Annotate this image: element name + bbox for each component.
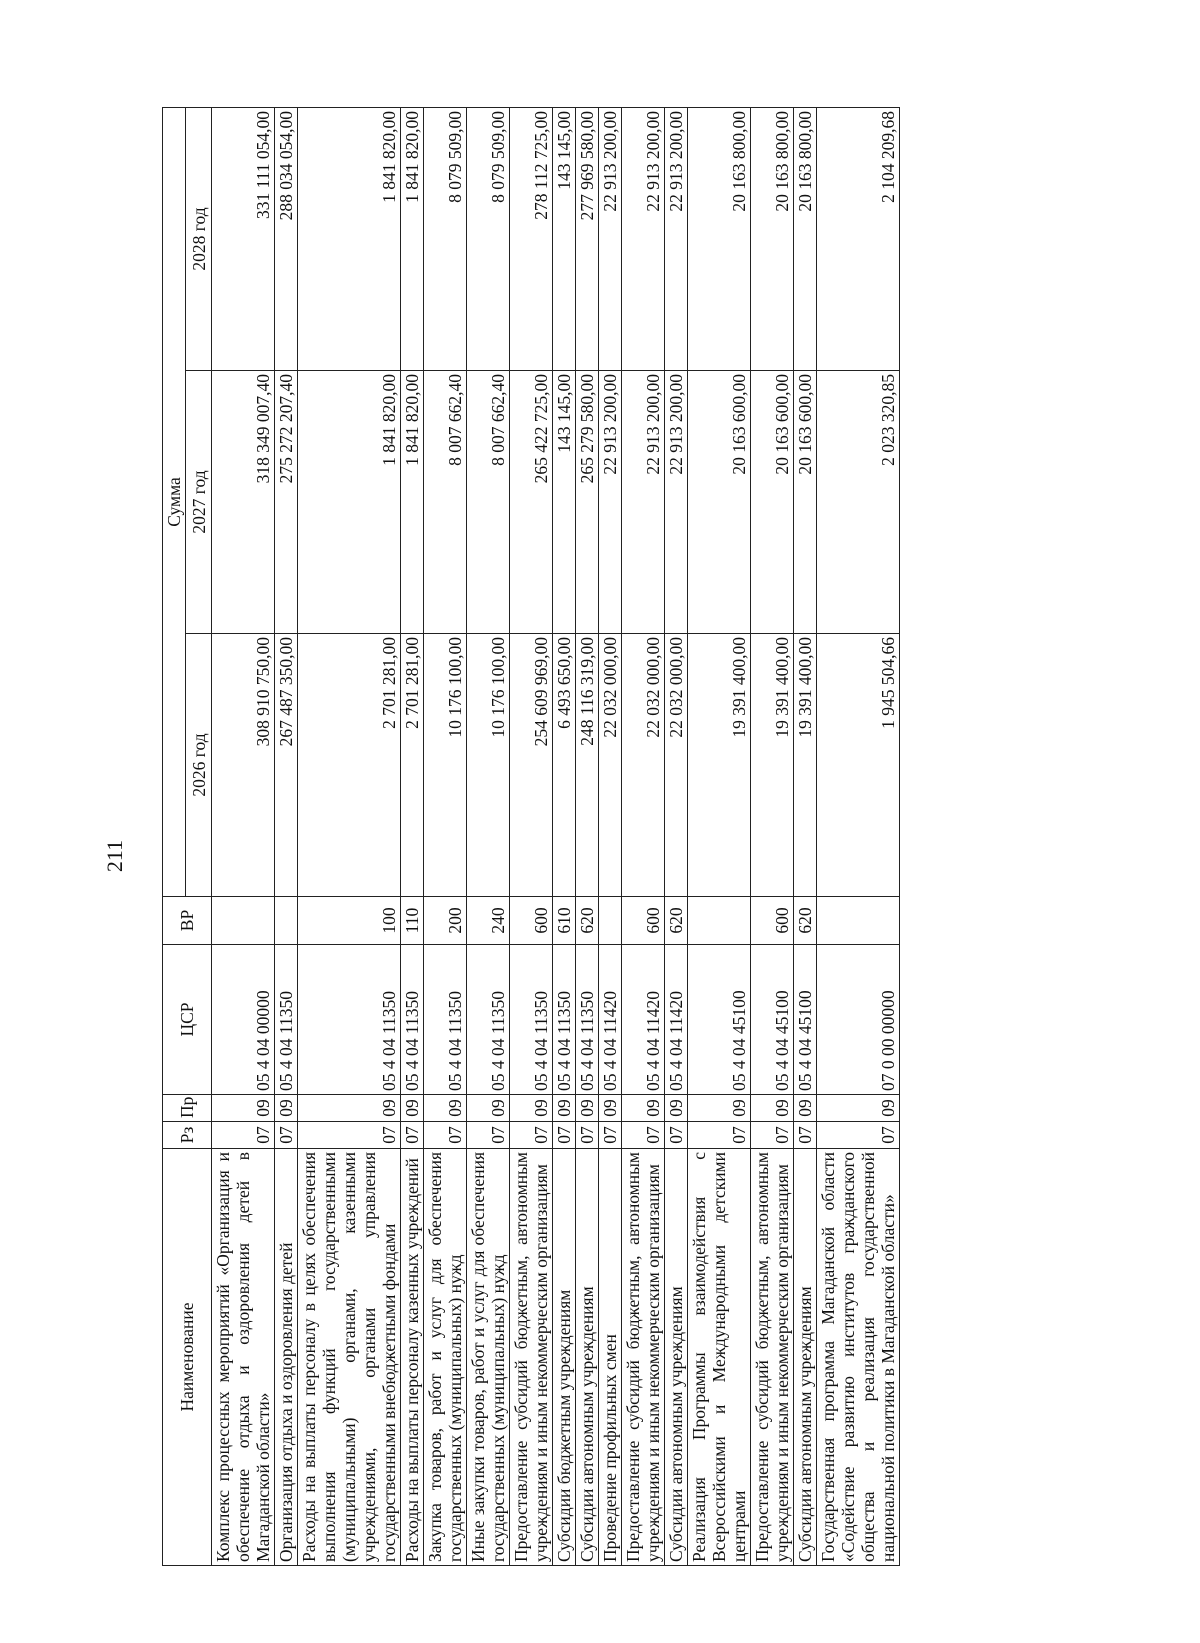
row-sum-2028: 288 034 054,00 [275,107,298,370]
row-sum-2026: 254 609 969,00 [510,634,553,897]
row-sum-2027: 8 007 662,40 [424,371,467,634]
row-pr: 09 [622,1095,665,1122]
row-rz: 07 [298,1122,401,1149]
row-rz: 07 [576,1122,599,1149]
row-pr: 09 [794,1095,817,1122]
row-sum-2028: 8 079 509,00 [467,107,510,370]
row-sum-2026: 2 701 281,00 [401,634,424,897]
row-sum-2028: 20 163 800,00 [794,107,817,370]
row-sum-2028: 1 841 820,00 [401,107,424,370]
row-pr: 09 [576,1095,599,1122]
row-csr: 05 4 04 11350 [510,945,553,1095]
row-vr: 610 [553,897,576,945]
table-row [275,107,298,1565]
row-sum-2028: 277 969 580,00 [576,107,599,370]
row-sum-2028: 331 111 054,00 [212,107,275,370]
table-row [212,107,275,1565]
row-name: Расходы на выплаты персоналу казенных учреждений [401,1149,424,1566]
row-rz: 07 [401,1122,424,1149]
row-pr: 09 [817,1095,900,1122]
table-row [688,107,751,1565]
row-pr: 09 [212,1095,275,1122]
row-rz: 07 [599,1122,622,1149]
row-name: Предоставление субсидий бюджетным, автономным учреждениям и иным некоммерческим организациям [622,1149,665,1566]
row-sum-2028: 20 163 800,00 [751,107,794,370]
table-row [298,107,401,1565]
row-sum-2028: 143 145,00 [553,107,576,370]
row-vr [688,897,751,945]
row-vr: 620 [665,897,688,945]
row-vr: 200 [424,897,467,945]
row-vr: 100 [298,897,401,945]
row-pr: 09 [553,1095,576,1122]
row-sum-2028: 2 104 209,68 [817,107,900,370]
row-sum-2027: 318 349 007,40 [212,371,275,634]
row-sum-2027: 22 913 200,00 [622,371,665,634]
row-sum-2026: 22 032 000,00 [599,634,622,897]
row-name: Субсидии автономным учреждениям [794,1149,817,1566]
table-row [401,107,424,1565]
table-row [622,107,665,1565]
row-rz: 07 [467,1122,510,1149]
header-sum: Сумма [163,107,186,896]
row-rz: 07 [553,1122,576,1149]
table-row [794,107,817,1565]
row-name: Субсидии бюджетным учреждениям [553,1149,576,1566]
row-sum-2027: 20 163 600,00 [794,371,817,634]
row-pr: 09 [599,1095,622,1122]
header-2027: 2027 год [186,371,212,634]
row-csr: 05 4 04 45100 [751,945,794,1095]
row-sum-2028: 22 913 200,00 [599,107,622,370]
row-sum-2028: 278 112 725,00 [510,107,553,370]
row-sum-2028: 22 913 200,00 [665,107,688,370]
row-sum-2027: 20 163 600,00 [688,371,751,634]
row-csr: 05 4 04 11350 [275,945,298,1095]
row-sum-2026: 10 176 100,00 [424,634,467,897]
row-vr [817,897,900,945]
table-row [467,107,510,1565]
table-row [665,107,688,1565]
row-pr: 09 [688,1095,751,1122]
row-sum-2026: 19 391 400,00 [794,634,817,897]
table-row [599,107,622,1565]
row-name: Предоставление субсидий бюджетным, автономным учреждениям и иным некоммерческим организациям [751,1149,794,1566]
table-body [212,107,900,1565]
row-sum-2026: 2 701 281,00 [298,634,401,897]
row-sum-2028: 22 913 200,00 [622,107,665,370]
row-sum-2026: 22 032 000,00 [622,634,665,897]
row-name: Реализация Программы взаимодействия с Всероссийскими и Международными детскими центрами [688,1149,751,1566]
row-pr: 09 [751,1095,794,1122]
row-csr: 05 4 04 11350 [298,945,401,1095]
header-csr: ЦСР [163,945,212,1095]
header-name: Наименование [163,1149,212,1566]
budget-table [162,107,900,1566]
row-csr: 07 0 00 00000 [817,945,900,1095]
header-2026: 2026 год [186,634,212,897]
row-vr: 240 [467,897,510,945]
row-rz: 07 [751,1122,794,1149]
row-sum-2026: 22 032 000,00 [665,634,688,897]
table-row [424,107,467,1565]
row-rz: 07 [212,1122,275,1149]
row-csr: 05 4 04 11350 [467,945,510,1095]
header-rz: Рз [163,1122,212,1149]
row-name: Расходы на выплаты персоналу в целях обеспечения выполнения функций государственными (муниципальными) органами, казенными учреждениями, органами управления государственными внебюджетными фондами [298,1149,401,1566]
row-name: Закупка товаров, работ и услуг для обеспечения государственных (муниципальных) нужд [424,1149,467,1566]
row-vr: 600 [622,897,665,945]
row-csr: 05 4 04 11350 [424,945,467,1095]
row-csr: 05 4 04 11420 [622,945,665,1095]
header-vr: ВР [163,897,212,945]
row-sum-2027: 20 163 600,00 [751,371,794,634]
row-vr: 600 [751,897,794,945]
table-row [553,107,576,1565]
header-pr: Пр [163,1095,212,1122]
row-vr: 600 [510,897,553,945]
row-pr: 09 [275,1095,298,1122]
row-csr: 05 4 04 45100 [794,945,817,1095]
row-sum-2027: 22 913 200,00 [599,371,622,634]
row-rz: 07 [688,1122,751,1149]
row-csr: 05 4 04 45100 [688,945,751,1095]
row-pr: 09 [424,1095,467,1122]
row-sum-2027: 1 841 820,00 [401,371,424,634]
row-name: Предоставление субсидий бюджетным, автономным учреждениям и иным некоммерческим организациям [510,1149,553,1566]
row-pr: 09 [665,1095,688,1122]
row-pr: 09 [510,1095,553,1122]
row-sum-2026: 308 910 750,00 [212,634,275,897]
row-pr: 09 [467,1095,510,1122]
row-csr: 05 4 04 11420 [599,945,622,1095]
row-name: Государственная программа Магаданской области «Содействие развитию институтов гражданского общества и реализация государственной национальной политики в Магаданской области» [817,1149,900,1566]
row-name: Проведение профильных смен [599,1149,622,1566]
row-csr: 05 4 04 11420 [665,945,688,1095]
row-pr: 09 [401,1095,424,1122]
row-sum-2026: 19 391 400,00 [688,634,751,897]
row-sum-2026: 19 391 400,00 [751,634,794,897]
page-number: 211 [102,839,127,873]
row-csr: 05 4 04 11350 [401,945,424,1095]
row-sum-2027: 8 007 662,40 [467,371,510,634]
row-vr: 620 [576,897,599,945]
row-csr: 05 4 04 11350 [576,945,599,1095]
row-vr [212,897,275,945]
row-vr [599,897,622,945]
row-sum-2026: 1 945 504,66 [817,634,900,897]
table-row [576,107,599,1565]
row-csr: 05 4 04 11350 [553,945,576,1095]
row-name: Организация отдыха и оздоровления детей [275,1149,298,1566]
row-csr: 05 4 04 00000 [212,945,275,1095]
row-sum-2027: 143 145,00 [553,371,576,634]
row-sum-2026: 267 487 350,00 [275,634,298,897]
row-sum-2028: 8 079 509,00 [424,107,467,370]
row-rz: 07 [817,1122,900,1149]
row-sum-2027: 265 422 725,00 [510,371,553,634]
row-sum-2028: 20 163 800,00 [688,107,751,370]
row-sum-2026: 10 176 100,00 [467,634,510,897]
row-name: Субсидии автономным учреждениям [576,1149,599,1566]
row-name: Комплекс процессных мероприятий «Организация и обеспечение отдыха и оздоровления детей в Магаданской области» [212,1149,275,1566]
table-row [817,107,900,1565]
row-sum-2027: 275 272 207,40 [275,371,298,634]
rotated-page [162,108,1050,1566]
row-rz: 07 [275,1122,298,1149]
row-sum-2027: 22 913 200,00 [665,371,688,634]
row-sum-2027: 265 279 580,00 [576,371,599,634]
row-sum-2026: 6 493 650,00 [553,634,576,897]
row-sum-2027: 1 841 820,00 [298,371,401,634]
row-rz: 07 [665,1122,688,1149]
row-sum-2026: 248 116 319,00 [576,634,599,897]
row-rz: 07 [622,1122,665,1149]
row-rz: 07 [794,1122,817,1149]
row-vr [275,897,298,945]
row-rz: 07 [510,1122,553,1149]
row-vr: 110 [401,897,424,945]
row-name: Иные закупки товаров, работ и услуг для обеспечения государственных (муниципальных) нужд [467,1149,510,1566]
header-2028: 2028 год [186,107,212,370]
table-row [751,107,794,1565]
table-row [510,107,553,1565]
row-rz: 07 [424,1122,467,1149]
row-pr: 09 [298,1095,401,1122]
row-vr: 620 [794,897,817,945]
row-name: Субсидии автономным учреждениям [665,1149,688,1566]
row-sum-2028: 1 841 820,00 [298,107,401,370]
row-sum-2027: 2 023 320,85 [817,371,900,634]
